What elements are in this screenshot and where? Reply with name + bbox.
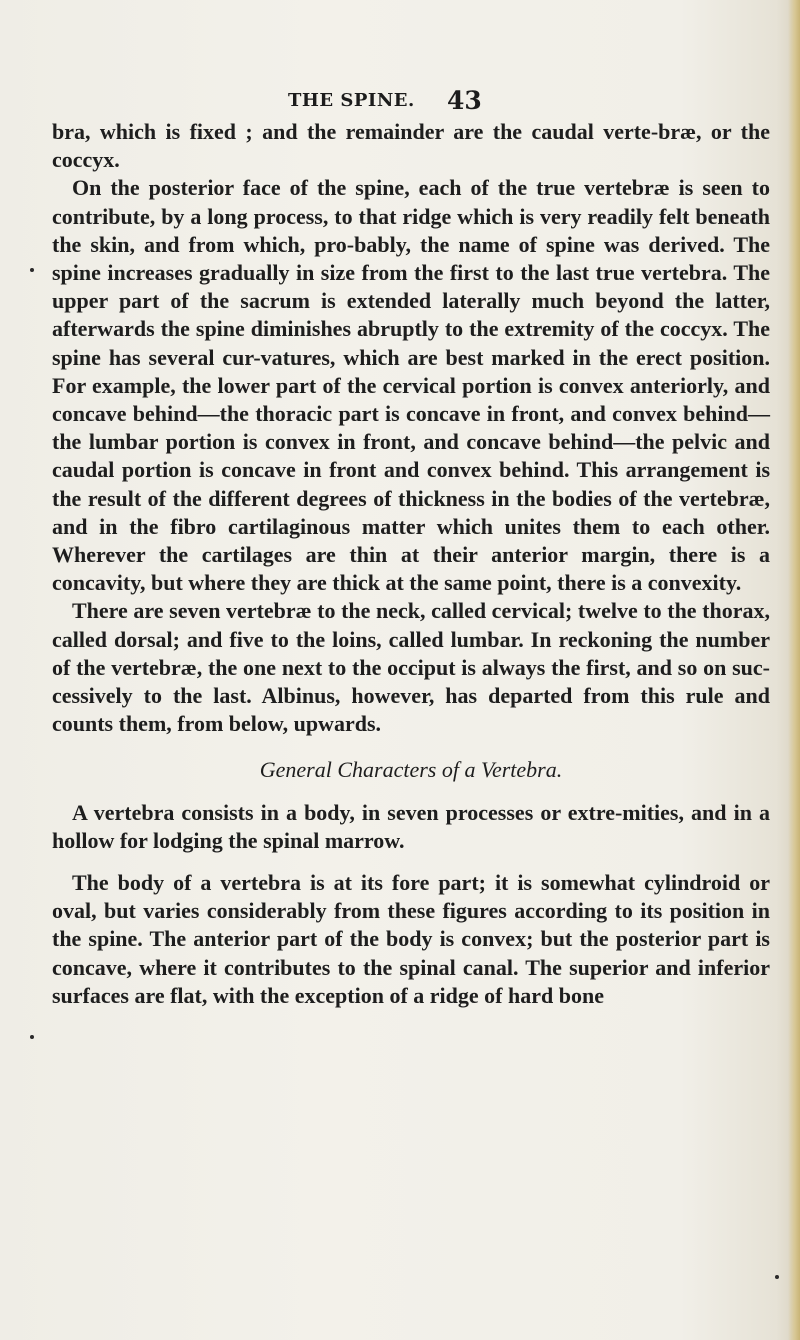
paragraph-vertebra-parts: A vertebra consists in a body, in seven processes or extre-mities, and in a hollow for lodging the spinal marrow. xyxy=(52,799,770,853)
scan-speck xyxy=(30,268,34,272)
running-title: THE SPINE. xyxy=(288,90,415,111)
section-heading: General Characters of a Vertebra. xyxy=(259,757,563,783)
paragraph-vertebra-body: The body of a vertebra is at its fore part; it is somewhat cylindroid or oval, but varies considerably from these figures according to its position in the spine. The anterior part of the body is convex; but the posterior part is concave, where it contributes to the spinal canal. The superior and inferior surfaces are flat, with the exception of a ridge of hard bone xyxy=(52,870,770,1008)
page-number: 43 xyxy=(447,86,482,115)
paragraph-posterior-face: On the posterior face of the spine, each of the true vertebræ is seen to contribute, by a long process, to that ridge which is very readily felt beneath the skin, and from which, pro-bably, the name of spine was derived. The spine increases gradually in size from the first to the last true vertebra. The upper part of the sacrum is extended laterally much beyond the latter, afterwards the spine diminishes abruptly to the extremity of the coccyx. The spine has several cur-vatures, which are best marked in the erect position. For example, the lower part of the cervical portion is convex anteriorly, and concave behind—the thoracic part is concave in front, and convex behind—the lumbar portion is convex in front, and concave behind—the pelvic and caudal portion is concave in front and convex behind. This arrangement is the result of the different degrees of thickness in the bodies of the vertebræ, and in the fibro cartilaginous matter which unites them to each other. Wherever the cartilages are thin at their anterior margin, there is a concavity, but where they are thick at the same point, there is a convexity. xyxy=(52,175,770,596)
scan-speck xyxy=(30,1035,34,1039)
page-edge-shadow xyxy=(788,0,800,1340)
paragraph-continuation: bra, which is fixed ; and the remainder are the caudal verte-bræ, or the coccyx. xyxy=(52,119,770,173)
scan-speck xyxy=(775,1275,779,1279)
paragraph-vertebra-counts: There are seven vertebræ to the neck, called cervical; twelve to the thorax, called dorsal; and five to the loins, called lumbar. In reckoning the number of the vertebræ, the one next to the occiput is always the first, and so on suc-cessively to the last. Albinus, however, has departed from this rule and counts them, from below, upwards. xyxy=(52,598,770,737)
body-text xyxy=(52,118,770,1010)
